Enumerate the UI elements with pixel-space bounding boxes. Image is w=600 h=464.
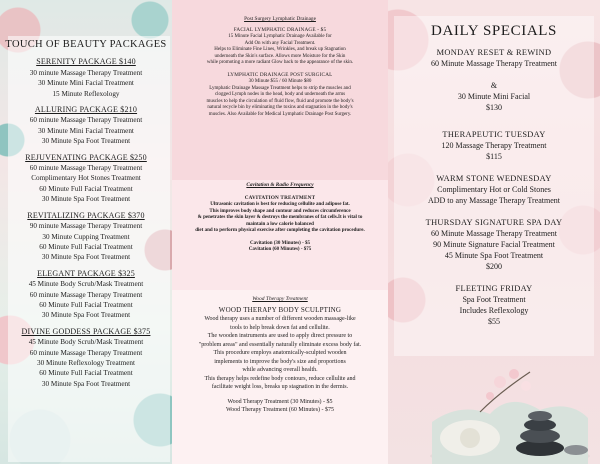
cavitation-title: Cavitation & Radio Frequency: [246, 182, 314, 188]
special-price: $130: [486, 103, 502, 112]
cavitation-line: maintain a low calorie balanced: [246, 221, 314, 227]
stone-icon: [520, 429, 560, 443]
facial-lymph-line: underneath the Skin's surface. Allows more Moisture for the Skin: [214, 53, 346, 59]
package-item: 90 minute Massage Therapy Treatment: [29, 222, 143, 231]
special-line: Complimentary Hot or Cold Stones: [437, 185, 551, 194]
special-line: 60 Minute Massage Therapy Treatment: [430, 229, 558, 238]
packages-panel: [0, 0, 172, 464]
special-line: 120 Massage Therapy Treatment: [441, 141, 547, 150]
package-title: DIVINE GODDESS PACKAGE $375: [21, 326, 151, 336]
package-item: Complimentary Hot Stones Treatment: [31, 174, 141, 183]
cavitation-line: Ultrasonic cavitation is best for reducing cellulite and adipose fat.: [210, 202, 350, 207]
package-item: 30 Minute Spa Foot Treatment: [41, 311, 131, 320]
cavitation-price: Cavitation (60 Minutes) - $75: [248, 247, 312, 252]
special-line: Spa Foot Treatment: [462, 295, 526, 304]
package-item: 30 Minute Reflexology Treatment: [36, 358, 136, 367]
towel-roll-end: [460, 428, 480, 448]
special-thursday: [388, 217, 600, 272]
package-title: SERENITY PACKAGE $140: [36, 57, 136, 67]
wood-section: [178, 296, 382, 415]
special-line: 30 Minute Mini Facial: [457, 92, 531, 101]
package-item: 30 minute Massage Therapy Treatment: [29, 68, 143, 77]
facial-lymph-line: Helps to Eliminate Fine Lines, Wrinkles, and break up Stagnation: [214, 47, 346, 52]
cavitation-line: This improves body shape and contour and reduces circumference: [209, 208, 351, 214]
package-item: 60 Minute Full Facial Treatment: [39, 242, 133, 251]
surgical-lymph-line: Lymphatic Drainage Massage Treatment helps to strip the muscles and: [209, 85, 351, 91]
special-line: &: [490, 81, 498, 90]
package-serenity: [0, 57, 172, 99]
package-item: 60 minute Massage Therapy Treatment: [29, 290, 143, 299]
wood-line: while advancing overall health.: [242, 367, 318, 373]
cavitation-price: Cavitation (30 Minutes) - $5: [250, 240, 310, 246]
blossom-icon: [521, 381, 531, 391]
wood-line: This therapy helps redefine body contours, reduce cellulite and: [204, 375, 356, 382]
package-title: ELEGANT PACKAGE $325: [37, 268, 135, 278]
special-price: $200: [486, 262, 502, 271]
special-title: THURSDAY SIGNATURE SPA DAY: [425, 218, 563, 227]
wood-heading: WOOD THERAPY BODY SCULPTING: [218, 305, 342, 314]
wood-line: The wooden instruments are used to apply direct pressure to: [207, 333, 353, 339]
package-item: 30 Minute Cupping Treatment: [42, 232, 130, 241]
special-line: ADD to any Massage Therapy Treatment: [427, 196, 561, 205]
packages-heading: TOUCH OF BEAUTY PACKAGES: [5, 39, 167, 50]
wood-line: Wood therapy uses a number of different wooden massage-like: [204, 316, 356, 322]
package-title: REVITALIZING PACKAGE $370: [27, 210, 145, 220]
wood-description: [178, 315, 382, 415]
special-price: $55: [488, 317, 500, 326]
facial-lymph-line: Add On with any Facial Treatment.: [244, 40, 316, 46]
blossom-icon: [509, 369, 519, 379]
surgical-lymph-heading: LYMPHATIC DRAINAGE POST SURGICAL: [227, 71, 333, 78]
special-price: $115: [486, 152, 502, 161]
package-item: 30 Minute Spa Foot Treatment: [41, 253, 131, 262]
blossom-icon: [486, 392, 494, 400]
package-item: 45 Minute Body Scrub/Mask Treatment: [28, 280, 144, 289]
special-title: MONDAY RESET & REWIND: [436, 48, 552, 57]
wood-line: This procedure employs anatomically-sculpted wooden: [213, 350, 347, 356]
surgical-lymph-line: muscles. Also Available for Medical Lymphatic Drainage Post Surgery.: [208, 111, 352, 117]
specials-content: [388, 23, 600, 338]
package-revitalizing: [0, 211, 172, 263]
blossom-icon: [494, 376, 506, 388]
package-rejuvenating: [0, 153, 172, 205]
package-item: 60 Minute Full Facial Treatment: [39, 300, 133, 309]
package-elegant: [0, 269, 172, 321]
special-monday: [388, 47, 600, 113]
package-item: 15 Minute Reflexology: [52, 89, 120, 98]
package-item: 60 minute Massage Therapy Treatment: [29, 348, 143, 357]
wood-line: tools to help break down fat and cellulite.: [230, 324, 330, 331]
package-alluring: [0, 105, 172, 147]
cavitation-line: & penetrates the skin layer & destroys the membranes of fat cells.It is vital to: [197, 215, 363, 220]
surgical-lymph-price: 30 Minute $55 / 60 Minute $80: [248, 79, 312, 84]
lymph-section: [178, 16, 382, 118]
package-item: 30 Minute Spa Foot Treatment: [41, 195, 131, 204]
wood-line: implements to improve the body's size and proportions: [214, 358, 346, 365]
package-item: 60 minute Massage Therapy Treatment: [29, 116, 143, 125]
wood-price: Wood Therapy Treatment (30 Minutes) - $5: [227, 398, 333, 405]
special-line: 60 Minute Massage Therapy Treatment: [430, 59, 558, 68]
special-title: FLEETING FRIDAY: [455, 284, 533, 293]
package-title: REJUVENATING PACKAGE $250: [25, 152, 147, 162]
wood-price: Wood Therapy Treatment (60 Minutes) - $75: [225, 407, 335, 413]
special-wednesday: [388, 173, 600, 206]
surgical-lymph-line: muscles to help the circulation of fluid flow, fluid and promote the body's: [206, 98, 354, 104]
facial-lymph-heading: FACIAL LYMPHATIC DRAINAGE - $5: [233, 26, 327, 33]
special-tuesday: [388, 129, 600, 162]
specials-heading: DAILY SPECIALS: [431, 23, 557, 39]
surgical-lymph-line: clogged Lymph nodes in the head, body and underneath the arms: [214, 92, 346, 97]
lymph-title: Post Surgery Lymphatic Drainage: [244, 16, 316, 22]
package-item: 30 Minute Mini Facial Treatment: [38, 126, 134, 135]
packages-content: [0, 40, 172, 395]
wood-title: Wood Therapy Treatment: [252, 296, 308, 302]
package-item: 60 Minute Full Facial Treatment: [39, 184, 133, 193]
cavitation-section: [178, 182, 382, 254]
facial-lymph-line: 15 Minute Facial Lymphatic Drainage Available for: [228, 34, 332, 39]
package-item: 60 Minute Full Facial Treatment: [39, 369, 133, 378]
package-divine-goddess: [0, 327, 172, 389]
package-item: 30 Minute Spa Foot Treatment: [41, 379, 131, 388]
special-title: WARM STONE WEDNESDAY: [436, 174, 552, 183]
treatments-panel: [172, 0, 388, 464]
facial-lymph-line: while promoting a more radiant Glow back to the appearance of the skin.: [206, 60, 354, 65]
spa-stones-image: [430, 352, 590, 464]
package-item: 60 minute Massage Therapy Treatment: [29, 164, 143, 173]
special-line: Includes Reflexology: [459, 306, 529, 315]
wood-line: "problem areas" and essentially naturally eliminate excess body fat.: [198, 341, 362, 348]
surgical-lymph-line: natural recycle bin by eliminating the toxins and stagnation in the body's: [207, 105, 353, 110]
special-line: 45 Minute Spa Foot Treatment: [444, 251, 544, 260]
cavitation-line: diet and to perform physical exercise after completing the cavitation procedure.: [195, 228, 365, 233]
package-title: ALLURING PACKAGE $210: [34, 105, 138, 115]
package-item: 30 Minute Spa Foot Treatment: [41, 137, 131, 146]
package-item: 45 Minute Body Scrub/Mask Treatment: [28, 338, 144, 347]
stone-icon: [564, 445, 588, 455]
cavitation-heading: CAVITATION TREATMENT: [244, 194, 316, 201]
stone-icon: [528, 411, 552, 421]
special-line: 90 Minute Signature Facial Treatment: [433, 240, 555, 249]
special-friday: [388, 283, 600, 327]
special-title: THERAPEUTIC TUESDAY: [442, 130, 546, 139]
package-item: 30 Minute Mini Facial Treatment: [38, 79, 134, 88]
wood-line: facilitate weight loss, breaks up stagnation in the dermis.: [211, 384, 349, 390]
